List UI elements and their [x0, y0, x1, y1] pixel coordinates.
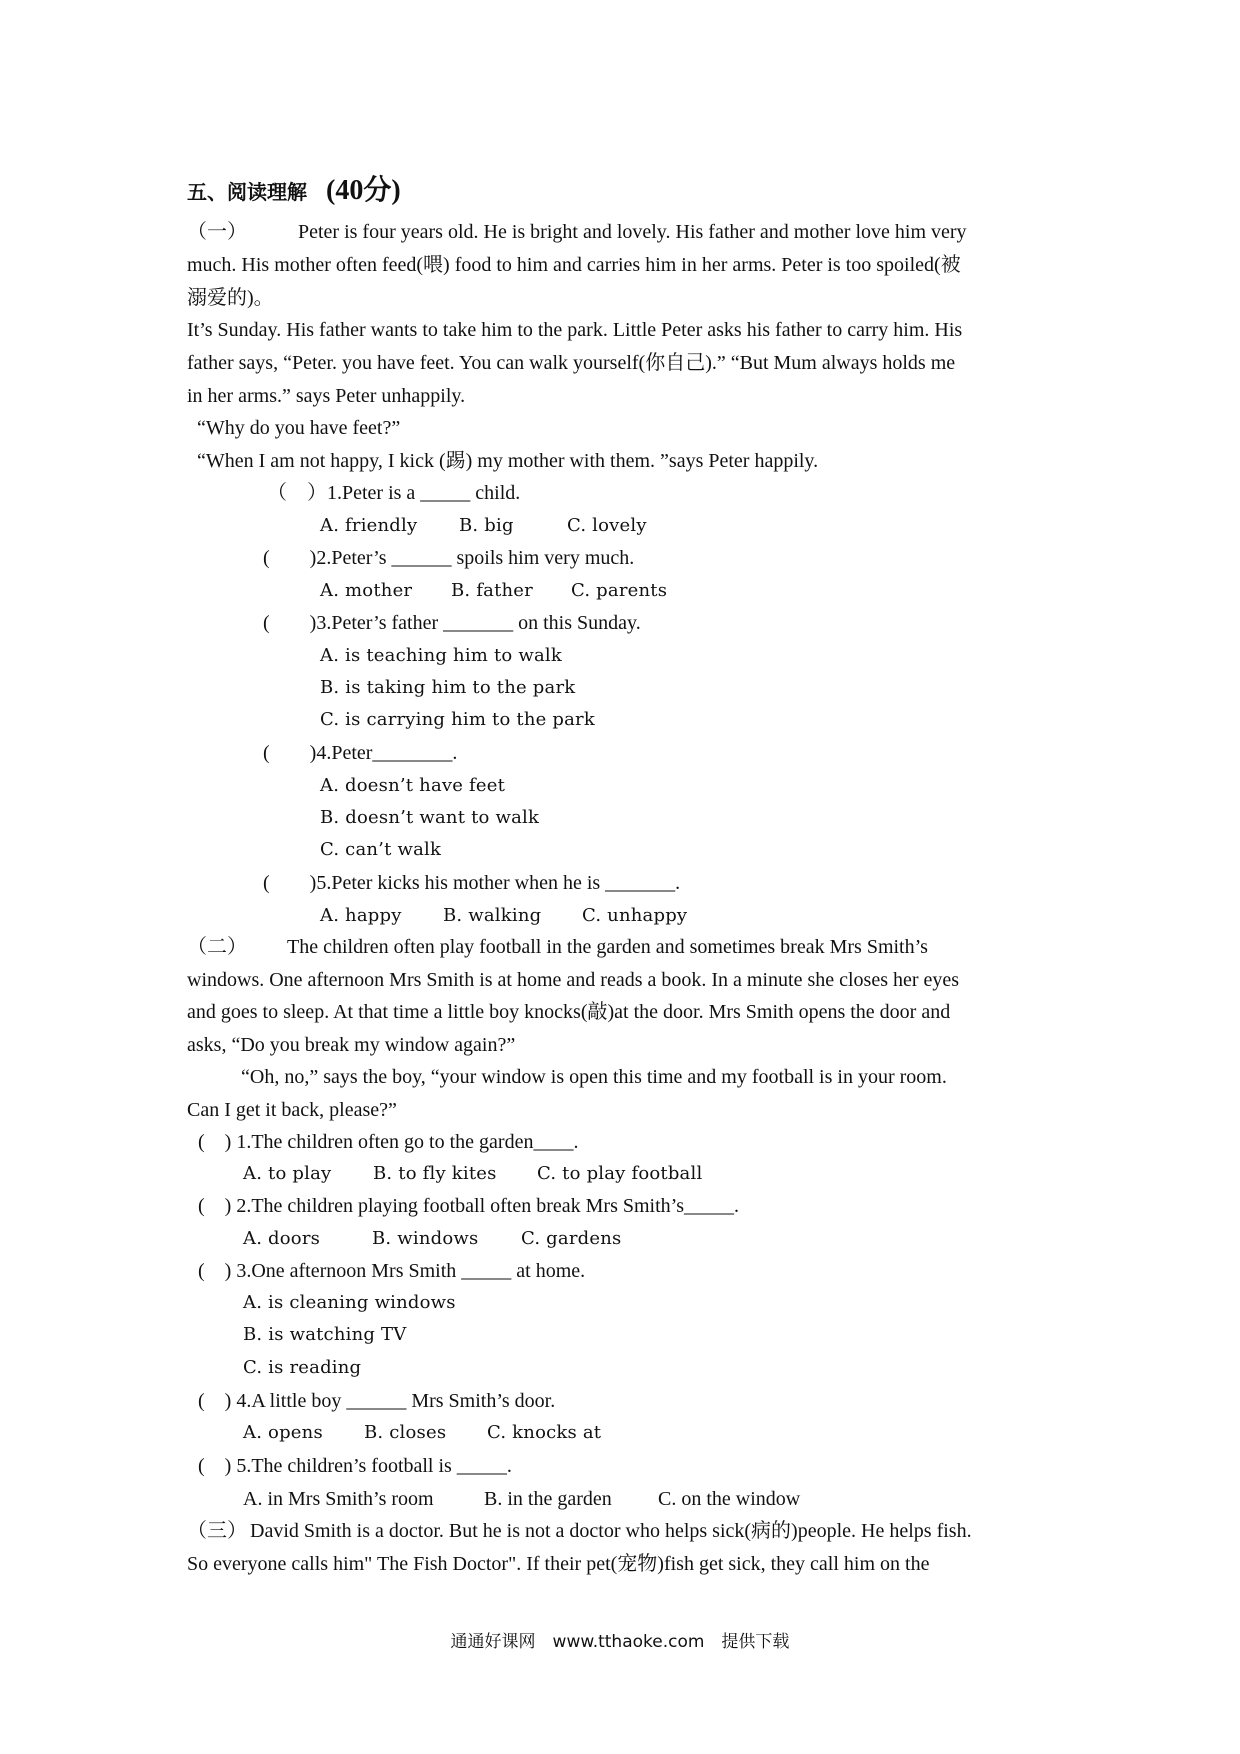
- p2-q2-option-c: C. gardens: [521, 1228, 622, 1249]
- p2-q4-option-c: C. knocks at: [487, 1422, 602, 1443]
- p2-q1-option-c: C. to play football: [537, 1163, 703, 1184]
- p1-q2-option-b: B. father: [451, 580, 533, 601]
- p1-q2-option-a: A. mother: [320, 580, 413, 601]
- p2-question-3: ( ) 3.One afternoon Mrs Smith _____ at home.: [198, 1260, 586, 1282]
- p1-q3-option-a: A. is teaching him to walk: [320, 645, 562, 666]
- p1-question-3: ( )3.Peter’s father _______ on this Sunday.: [263, 612, 641, 634]
- p2-question-2: ( ) 2.The children playing football often break Mrs Smith’s_____.: [198, 1195, 740, 1217]
- p1-q4-option-b: B. doesn’t want to walk: [320, 807, 540, 828]
- passage1-line: “When I am not happy, I kick (踢) my mother with them. ”says Peter happily.: [197, 450, 819, 472]
- p2-question-5: ( ) 5.The children’s football is _____.: [198, 1455, 512, 1477]
- p1-q5-option-a: A. happy: [320, 905, 402, 926]
- p1-q3-option-b: B. is taking him to the park: [320, 677, 576, 698]
- p1-question-4: ( )4.Peter________.: [263, 742, 458, 764]
- p1-q1-option-b: B. big: [459, 515, 514, 536]
- p1-q2-option-c: C. parents: [571, 580, 668, 601]
- passage2-line: and goes to sleep. At that time a little boy knocks(敲)at the door. Mrs Smith opens the door and: [187, 1001, 951, 1023]
- passage2-line: “Oh, no,” says the boy, “your window is open this time and my football is in your room.: [241, 1066, 947, 1088]
- p2-q3-option-c: C. is reading: [243, 1357, 362, 1378]
- footer-credit: 通通好课网 www.tthaoke.com 提供下载: [450, 1632, 790, 1652]
- p1-q4-option-c: C. can’t walk: [320, 839, 442, 860]
- p2-q3-option-a: A. is cleaning windows: [243, 1292, 456, 1313]
- passage2-marker: （二）: [187, 936, 247, 958]
- p2-q4-option-a: A. opens: [243, 1422, 323, 1443]
- section-title: [187, 168, 401, 208]
- p2-q5-option-b: B. in the garden: [484, 1488, 612, 1510]
- p2-q5-option-a: A. in Mrs Smith’s room: [243, 1488, 434, 1510]
- p1-q5-option-c: C. unhappy: [582, 905, 688, 926]
- passage3-line: David Smith is a doctor. But he is not a doctor who helps sick(病的)people. He helps fish.: [250, 1520, 972, 1542]
- passage2-line: windows. One afternoon Mrs Smith is at home and reads a book. In a minute she closes her eyes: [187, 969, 960, 991]
- p1-q3-option-c: C. is carrying him to the park: [320, 709, 595, 730]
- p2-q2-option-a: A. doors: [243, 1228, 321, 1249]
- p1-q5-option-b: B. walking: [443, 905, 542, 926]
- passage1-line: in her arms.” says Peter unhappily.: [187, 385, 466, 407]
- passage1-line: “Why do you have feet?”: [197, 417, 401, 439]
- passage1-line: It’s Sunday. His father wants to take him to the park. Little Peter asks his father to carry him. His: [187, 319, 963, 341]
- passage2-line: The children often play football in the garden and sometimes break Mrs Smith’s: [287, 936, 928, 958]
- passage1-marker: （一）: [187, 221, 247, 243]
- section-title-text: 五、阅读理解: [187, 182, 307, 204]
- p2-question-4: ( ) 4.A little boy ______ Mrs Smith’s door.: [198, 1390, 556, 1412]
- p1-q1-option-a: A. friendly: [320, 515, 418, 536]
- passage1-line: Peter is four years old. He is bright and lovely. His father and mother love him very: [298, 221, 967, 243]
- p2-q4-option-b: B. closes: [364, 1422, 447, 1443]
- p2-q1-option-b: B. to fly kites: [373, 1163, 497, 1184]
- p2-q1-option-a: A. to play: [243, 1163, 332, 1184]
- passage3-line: So everyone calls him" The Fish Doctor". If their pet(宠物)fish get sick, they call him on the: [187, 1553, 930, 1575]
- p1-question-1: （ ）1.Peter is a _____ child.: [267, 482, 521, 504]
- p1-question-2: ( )2.Peter’s ______ spoils him very much.: [263, 547, 635, 569]
- p1-q4-option-a: A. doesn’t have feet: [320, 775, 506, 796]
- p2-q3-option-b: B. is watching TV: [243, 1324, 407, 1345]
- section-score: (40分): [326, 175, 401, 206]
- p2-q2-option-b: B. windows: [372, 1228, 479, 1249]
- passage3-marker: （三）: [187, 1520, 247, 1542]
- passage1-line: 溺爱的)。: [187, 287, 274, 309]
- p1-question-5: ( )5.Peter kicks his mother when he is _______.: [263, 872, 681, 894]
- p1-q1-option-c: C. lovely: [567, 515, 647, 536]
- passage1-line: much. His mother often feed(喂) food to him and carries him in her arms. Peter is too spoiled(被: [187, 254, 961, 276]
- passage2-line: Can I get it back, please?”: [187, 1099, 397, 1121]
- passage2-line: asks, “Do you break my window again?”: [187, 1034, 516, 1056]
- p2-q5-option-c: C. on the window: [658, 1488, 801, 1510]
- passage1-line: father says, “Peter. you have feet. You can walk yourself(你自己).” “But Mum always holds me: [187, 352, 956, 374]
- p2-question-1: ( ) 1.The children often go to the garden____.: [198, 1131, 579, 1153]
